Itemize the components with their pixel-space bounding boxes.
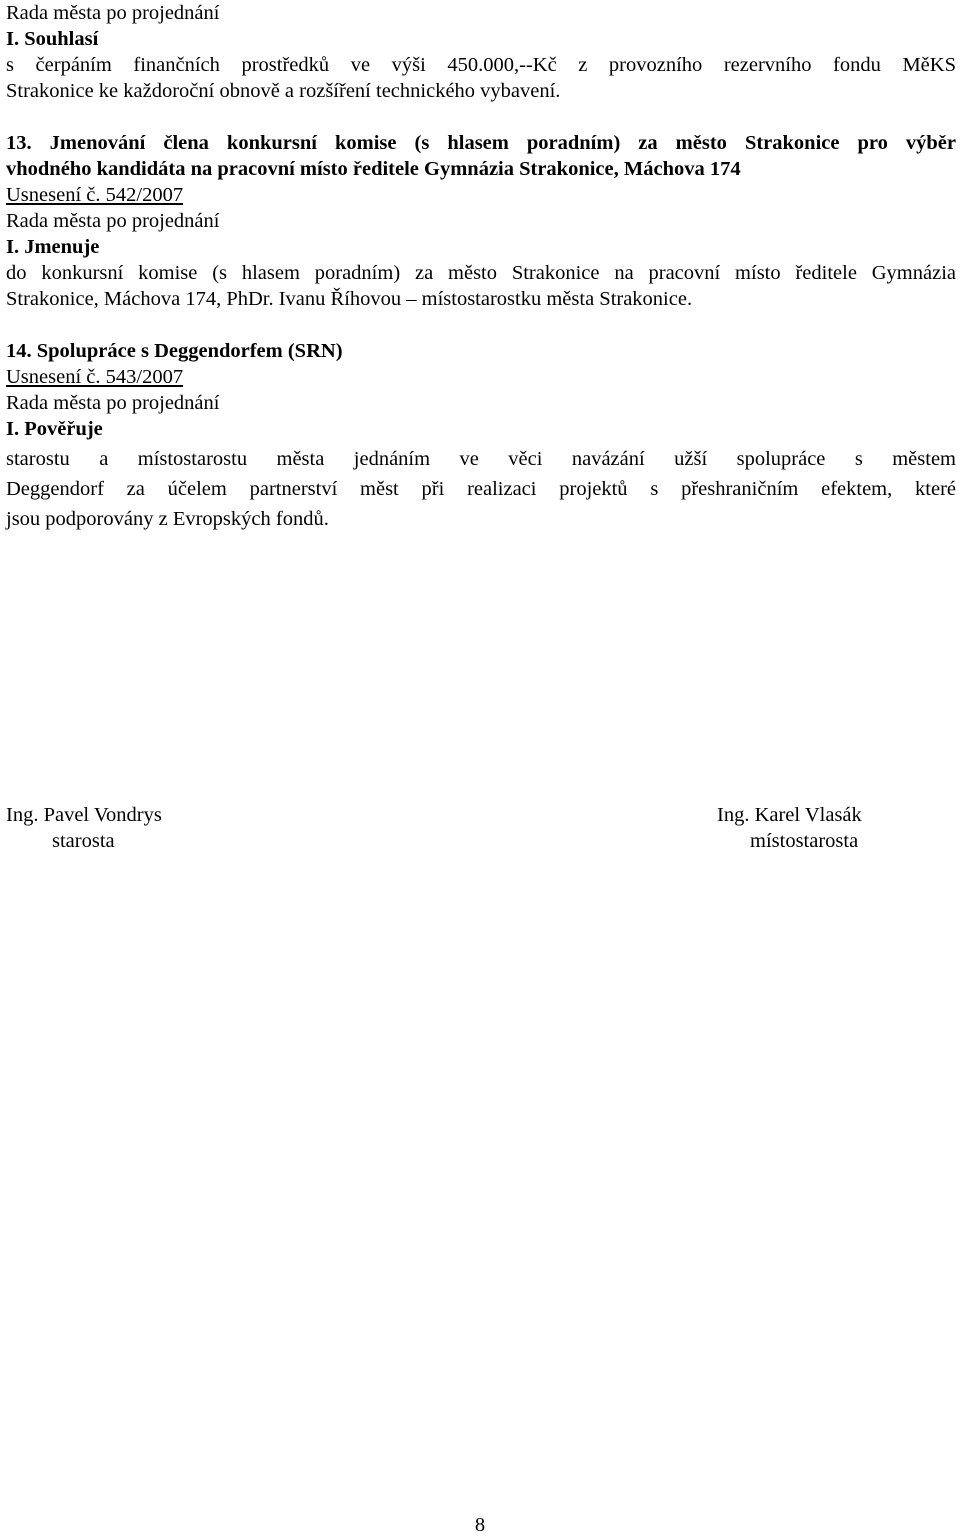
signatory-role: starosta bbox=[52, 830, 115, 852]
signatory-role: místostarosta bbox=[750, 830, 859, 852]
resolution-number: Usnesení č. 542/2007 bbox=[6, 184, 184, 206]
item-title-line: vhodného kandidáta na pracovní místo ředitele Gymnázia Strakonice, Máchova 174 bbox=[6, 158, 741, 180]
spacer bbox=[6, 312, 956, 338]
resolution-heading: I. Jmenuje bbox=[6, 236, 100, 258]
resolution-text-line: Strakonice, Máchova 174, PhDr. Ivanu Říhovou – místostarostku města Strakonice. bbox=[6, 288, 693, 310]
council-statement: Rada města po projednání bbox=[6, 210, 220, 232]
section-item-14 bbox=[6, 338, 956, 532]
resolution-text-line: jsou podporovány z Evropských fondů. bbox=[6, 508, 329, 530]
resolution-text-line: s čerpáním finančních prostředků ve výši 450.000,--Kč z provozního rezervního fondu MěKS bbox=[6, 54, 956, 76]
council-statement: Rada města po projednání bbox=[6, 392, 220, 414]
signatory-name: Ing. Karel Vlasák bbox=[717, 804, 862, 826]
signature-deputy-mayor bbox=[717, 802, 862, 854]
resolution-heading: I. Souhlasí bbox=[6, 28, 99, 50]
page-number: 8 bbox=[474, 1514, 486, 1536]
council-statement: Rada města po projednání bbox=[6, 2, 220, 24]
resolution-text-line: Deggendorf za účelem partnerství měst při realizaci projektů s přeshraničním efektem, které bbox=[6, 478, 956, 500]
resolution-heading: I. Pověřuje bbox=[6, 418, 103, 440]
section-approval bbox=[6, 0, 956, 104]
item-title: 14. Spolupráce s Deggendorfem (SRN) bbox=[6, 340, 343, 362]
signature-mayor bbox=[6, 802, 162, 854]
signatory-name: Ing. Pavel Vondrys bbox=[6, 804, 162, 826]
spacer bbox=[6, 104, 956, 130]
resolution-text-line: starostu a místostarostu města jednáním ve věci navázání užší spolupráce s městem bbox=[6, 448, 956, 470]
section-item-13 bbox=[6, 130, 956, 312]
resolution-number: Usnesení č. 543/2007 bbox=[6, 366, 184, 388]
item-title-line: 13. Jmenování člena konkursní komise (s hlasem poradním) za město Strakonice pro výběr bbox=[6, 132, 956, 154]
resolution-text-line: Strakonice ke každoroční obnově a rozšíření technického vybavení. bbox=[6, 80, 561, 102]
resolution-text-line: do konkursní komise (s hlasem poradním) za město Strakonice na pracovní místo ředitele Gymnázia bbox=[6, 262, 956, 284]
document-body bbox=[6, 0, 956, 532]
